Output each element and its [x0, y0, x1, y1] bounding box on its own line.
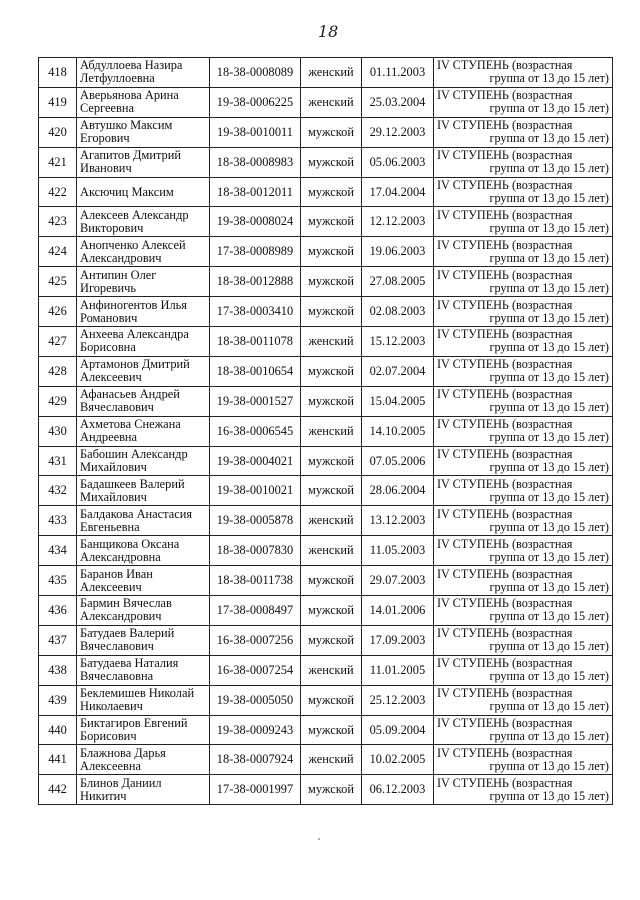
gender-cell: мужской [301, 685, 362, 715]
age-group-line-1: IV СТУПЕНЬ (возрастная [437, 118, 573, 133]
table-row [39, 715, 613, 745]
row-number-cell: 428 [39, 356, 77, 386]
gender-cell: мужской [301, 715, 362, 745]
birth-date-cell: 05.06.2003 [362, 147, 434, 177]
age-group-cell [434, 386, 613, 416]
age-group-line-1: IV СТУПЕНЬ (возрастная [437, 148, 573, 163]
full-name-cell: Алексеев Александр Викторович [77, 207, 210, 237]
row-number-cell: 419 [39, 87, 77, 117]
gender-cell: мужской [301, 476, 362, 506]
birth-date-cell: 06.12.2003 [362, 775, 434, 805]
age-group-cell [434, 356, 613, 386]
full-name-cell: Автушко Максим Егорович [77, 117, 210, 147]
gender-cell: мужской [301, 237, 362, 267]
birth-date-cell: 02.08.2003 [362, 297, 434, 327]
birth-date-cell: 19.06.2003 [362, 237, 434, 267]
gender-cell: женский [301, 416, 362, 446]
row-number-cell: 439 [39, 685, 77, 715]
uin-cell: 19-38-0006225 [210, 87, 301, 117]
age-group-cell [434, 476, 613, 506]
row-number-cell: 438 [39, 655, 77, 685]
age-group-cell [434, 237, 613, 267]
age-group-line-2: группа от 13 до 15 лет) [489, 161, 609, 176]
uin-cell: 18-38-0010654 [210, 356, 301, 386]
age-group-line-1: IV СТУПЕНЬ (возрастная [437, 207, 573, 222]
row-number-cell: 424 [39, 237, 77, 267]
gender-cell: женский [301, 87, 362, 117]
age-group-line-1: IV СТУПЕНЬ (возрастная [437, 566, 573, 581]
row-number-cell: 435 [39, 566, 77, 596]
age-group-line-1: IV СТУПЕНЬ (возрастная [437, 686, 573, 701]
uin-cell: 18-38-0012011 [210, 177, 301, 207]
age-group-line-2: группа от 13 до 15 лет) [489, 758, 609, 773]
age-group-line-1: IV СТУПЕНЬ (возрастная [437, 88, 573, 103]
birth-date-cell: 14.10.2005 [362, 416, 434, 446]
age-group-line-2: группа от 13 до 15 лет) [489, 430, 609, 445]
age-group-line-1: IV СТУПЕНЬ (возрастная [437, 387, 573, 402]
birth-date-cell: 11.01.2005 [362, 655, 434, 685]
age-group-cell [434, 655, 613, 685]
row-number-cell: 427 [39, 327, 77, 357]
uin-cell: 18-38-0012888 [210, 267, 301, 297]
age-group-line-2: группа от 13 до 15 лет) [489, 519, 609, 534]
gender-cell: женский [301, 536, 362, 566]
age-group-line-1: IV СТУПЕНЬ (возрастная [437, 476, 573, 491]
gender-cell: женский [301, 327, 362, 357]
row-number-cell: 423 [39, 207, 77, 237]
full-name-cell: Аксючиц Максим [77, 177, 210, 207]
gender-cell: мужской [301, 177, 362, 207]
birth-date-cell: 15.12.2003 [362, 327, 434, 357]
age-group-line-1: IV СТУПЕНЬ (возрастная [437, 237, 573, 252]
uin-cell: 17-38-0003410 [210, 297, 301, 327]
table-row [39, 147, 613, 177]
age-group-cell [434, 177, 613, 207]
table-row [39, 58, 613, 88]
age-group-line-2: группа от 13 до 15 лет) [489, 669, 609, 684]
table-row [39, 476, 613, 506]
gender-cell: мужской [301, 207, 362, 237]
full-name-cell: Антипин Олег Игоревичь [77, 267, 210, 297]
table-row [39, 745, 613, 775]
age-group-line-2: группа от 13 до 15 лет) [489, 788, 609, 803]
age-group-line-2: группа от 13 до 15 лет) [489, 250, 609, 265]
table-row [39, 685, 613, 715]
full-name-cell: Бадашкеев Валерий Михайлович [77, 476, 210, 506]
table-row [39, 356, 613, 386]
age-group-cell [434, 775, 613, 805]
row-number-cell: 429 [39, 386, 77, 416]
age-group-line-2: группа от 13 до 15 лет) [489, 191, 609, 205]
age-group-line-2: группа от 13 до 15 лет) [489, 220, 609, 235]
row-number-cell: 433 [39, 506, 77, 536]
full-name-cell: Артамонов Дмитрий Алексеевич [77, 356, 210, 386]
table-row [39, 117, 613, 147]
uin-cell: 19-38-0010021 [210, 476, 301, 506]
uin-cell: 18-38-0008089 [210, 58, 301, 88]
row-number-cell: 431 [39, 446, 77, 476]
age-group-line-1: IV СТУПЕНЬ (возрастная [437, 267, 573, 282]
age-group-line-1: IV СТУПЕНЬ (возрастная [437, 745, 573, 760]
age-group-cell [434, 58, 613, 88]
row-number-cell: 420 [39, 117, 77, 147]
gender-cell: мужской [301, 356, 362, 386]
age-group-line-1: IV СТУПЕНЬ (возрастная [437, 626, 573, 641]
age-group-cell [434, 297, 613, 327]
row-number-cell: 441 [39, 745, 77, 775]
scan-speck [318, 838, 320, 840]
table-row [39, 237, 613, 267]
age-group-line-1: IV СТУПЕНЬ (возрастная [437, 716, 573, 731]
full-name-cell: Ахметова Снежана Андреевна [77, 416, 210, 446]
age-group-cell [434, 745, 613, 775]
row-number-cell: 418 [39, 58, 77, 88]
age-group-cell [434, 506, 613, 536]
birth-date-cell: 01.11.2003 [362, 58, 434, 88]
age-group-line-2: группа от 13 до 15 лет) [489, 340, 609, 355]
uin-cell: 19-38-0005050 [210, 685, 301, 715]
uin-cell: 19-38-0004021 [210, 446, 301, 476]
birth-date-cell: 27.08.2005 [362, 267, 434, 297]
table-row [39, 775, 613, 805]
age-group-line-2: группа от 13 до 15 лет) [489, 310, 609, 325]
table-row [39, 506, 613, 536]
age-group-line-1: IV СТУПЕНЬ (возрастная [437, 297, 573, 312]
age-group-cell [434, 625, 613, 655]
uin-cell: 19-38-0008024 [210, 207, 301, 237]
uin-cell: 19-38-0001527 [210, 386, 301, 416]
age-group-line-2: группа от 13 до 15 лет) [489, 460, 609, 475]
table-row [39, 386, 613, 416]
gender-cell: мужской [301, 267, 362, 297]
age-group-line-1: IV СТУПЕНЬ (возрастная [437, 447, 573, 462]
full-name-cell: Бармин Вячеслав Александрович [77, 596, 210, 626]
uin-cell: 17-38-0008497 [210, 596, 301, 626]
age-group-line-2: группа от 13 до 15 лет) [489, 489, 609, 504]
age-group-line-2: группа от 13 до 15 лет) [489, 71, 609, 86]
table-row [39, 87, 613, 117]
uin-cell: 16-38-0007256 [210, 625, 301, 655]
birth-date-cell: 02.07.2004 [362, 356, 434, 386]
full-name-cell: Агапитов Дмитрий Иванович [77, 147, 210, 177]
birth-date-cell: 07.05.2006 [362, 446, 434, 476]
age-group-cell [434, 267, 613, 297]
birth-date-cell: 17.04.2004 [362, 177, 434, 207]
full-name-cell: Анхеева Александра Борисовна [77, 327, 210, 357]
uin-cell: 17-38-0008989 [210, 237, 301, 267]
age-group-line-1: IV СТУПЕНЬ (возрастная [437, 327, 573, 342]
gender-cell: женский [301, 506, 362, 536]
age-group-line-1: IV СТУПЕНЬ (возрастная [437, 58, 573, 73]
uin-cell: 18-38-0007830 [210, 536, 301, 566]
uin-cell: 19-38-0010011 [210, 117, 301, 147]
row-number-cell: 436 [39, 596, 77, 626]
age-group-cell [434, 207, 613, 237]
birth-date-cell: 29.07.2003 [362, 566, 434, 596]
age-group-line-1: IV СТУПЕНЬ (возрастная [437, 417, 573, 432]
age-group-cell [434, 596, 613, 626]
birth-date-cell: 28.06.2004 [362, 476, 434, 506]
age-group-line-2: группа от 13 до 15 лет) [489, 370, 609, 385]
birth-date-cell: 25.12.2003 [362, 685, 434, 715]
full-name-cell: Беклемишев Николай Николаевич [77, 685, 210, 715]
full-name-cell: Абдуллоева Назира Летфуллоевна [77, 58, 210, 88]
table-row [39, 177, 613, 207]
row-number-cell: 434 [39, 536, 77, 566]
full-name-cell: Балдакова Анастасия Евгеньевна [77, 506, 210, 536]
full-name-cell: Аверьянова Арина Сергеевна [77, 87, 210, 117]
age-group-line-2: группа от 13 до 15 лет) [489, 699, 609, 714]
age-group-cell [434, 327, 613, 357]
full-name-cell: Батудаев Валерий Вячеславович [77, 625, 210, 655]
full-name-cell: Блинов Даниил Никитич [77, 775, 210, 805]
gender-cell: мужской [301, 147, 362, 177]
full-name-cell: Банщикова Оксана Александровна [77, 536, 210, 566]
birth-date-cell: 10.02.2005 [362, 745, 434, 775]
uin-cell: 18-38-0008983 [210, 147, 301, 177]
full-name-cell: Бабошин Александр Михайлович [77, 446, 210, 476]
birth-date-cell: 29.12.2003 [362, 117, 434, 147]
gender-cell: мужской [301, 775, 362, 805]
table-row [39, 267, 613, 297]
full-name-cell: Афанасьев Андрей Вячеславович [77, 386, 210, 416]
age-group-line-2: группа от 13 до 15 лет) [489, 579, 609, 594]
age-group-cell [434, 715, 613, 745]
uin-cell: 17-38-0001997 [210, 775, 301, 805]
birth-date-cell: 17.09.2003 [362, 625, 434, 655]
age-group-cell [434, 536, 613, 566]
table-row [39, 566, 613, 596]
age-group-line-2: группа от 13 до 15 лет) [489, 131, 609, 146]
row-number-cell: 437 [39, 625, 77, 655]
age-group-cell [434, 416, 613, 446]
uin-cell: 16-38-0007254 [210, 655, 301, 685]
table-row [39, 655, 613, 685]
age-group-line-1: IV СТУПЕНЬ (возрастная [437, 596, 573, 611]
row-number-cell: 430 [39, 416, 77, 446]
table-row [39, 207, 613, 237]
age-group-line-2: группа от 13 до 15 лет) [489, 729, 609, 744]
birth-date-cell: 13.12.2003 [362, 506, 434, 536]
gender-cell: женский [301, 58, 362, 88]
table-row [39, 327, 613, 357]
gender-cell: мужской [301, 566, 362, 596]
age-group-cell [434, 566, 613, 596]
age-group-cell [434, 147, 613, 177]
full-name-cell: Анфиногентов Илья Романович [77, 297, 210, 327]
birth-date-cell: 12.12.2003 [362, 207, 434, 237]
table-row [39, 625, 613, 655]
table-row [39, 446, 613, 476]
full-name-cell: Баранов Иван Алексеевич [77, 566, 210, 596]
table-row [39, 536, 613, 566]
uin-cell: 18-38-0007924 [210, 745, 301, 775]
row-number-cell: 426 [39, 297, 77, 327]
birth-date-cell: 25.03.2004 [362, 87, 434, 117]
uin-cell: 19-38-0009243 [210, 715, 301, 745]
uin-cell: 18-38-0011738 [210, 566, 301, 596]
age-group-line-2: группа от 13 до 15 лет) [489, 639, 609, 654]
age-group-line-2: группа от 13 до 15 лет) [489, 400, 609, 415]
participants-table [38, 57, 613, 805]
age-group-line-1: IV СТУПЕНЬ (возрастная [437, 506, 573, 521]
row-number-cell: 422 [39, 177, 77, 207]
full-name-cell: Батудаева Наталия Вячеславовна [77, 655, 210, 685]
birth-date-cell: 14.01.2006 [362, 596, 434, 626]
age-group-line-2: группа от 13 до 15 лет) [489, 101, 609, 116]
age-group-cell [434, 87, 613, 117]
table-row [39, 416, 613, 446]
age-group-line-2: группа от 13 до 15 лет) [489, 549, 609, 564]
gender-cell: мужской [301, 386, 362, 416]
age-group-line-1: IV СТУПЕНЬ (возрастная [437, 536, 573, 551]
age-group-line-1: IV СТУПЕНЬ (возрастная [437, 656, 573, 671]
full-name-cell: Анопченко Алексей Александрович [77, 237, 210, 267]
age-group-cell [434, 446, 613, 476]
gender-cell: мужской [301, 446, 362, 476]
table-row [39, 297, 613, 327]
age-group-cell [434, 117, 613, 147]
gender-cell: мужской [301, 596, 362, 626]
birth-date-cell: 11.05.2003 [362, 536, 434, 566]
page-number: 18 [318, 22, 339, 41]
gender-cell: мужской [301, 297, 362, 327]
uin-cell: 19-38-0005878 [210, 506, 301, 536]
birth-date-cell: 05.09.2004 [362, 715, 434, 745]
gender-cell: мужской [301, 625, 362, 655]
row-number-cell: 442 [39, 775, 77, 805]
row-number-cell: 421 [39, 147, 77, 177]
row-number-cell: 432 [39, 476, 77, 506]
row-number-cell: 425 [39, 267, 77, 297]
row-number-cell: 440 [39, 715, 77, 745]
age-group-line-1: IV СТУПЕНЬ (возрастная [437, 357, 573, 372]
full-name-cell: Блажнова Дарья Алексеевна [77, 745, 210, 775]
birth-date-cell: 15.04.2005 [362, 386, 434, 416]
uin-cell: 16-38-0006545 [210, 416, 301, 446]
uin-cell: 18-38-0011078 [210, 327, 301, 357]
age-group-line-1: IV СТУПЕНЬ (возрастная [437, 178, 573, 192]
gender-cell: женский [301, 655, 362, 685]
age-group-line-1: IV СТУПЕНЬ (возрастная [437, 775, 573, 790]
age-group-line-2: группа от 13 до 15 лет) [489, 609, 609, 624]
table-row [39, 596, 613, 626]
gender-cell: мужской [301, 117, 362, 147]
gender-cell: женский [301, 745, 362, 775]
full-name-cell: Биктагиров Евгений Борисович [77, 715, 210, 745]
age-group-line-2: группа от 13 до 15 лет) [489, 280, 609, 295]
age-group-cell [434, 685, 613, 715]
